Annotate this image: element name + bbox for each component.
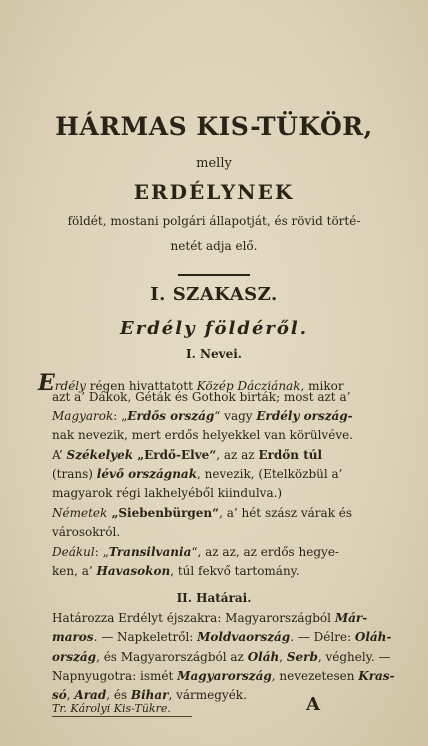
- text-run: Közép Dácziának: [196, 379, 301, 393]
- subtitle-line-2: netét adja elő.: [170, 239, 258, 253]
- text-run: Székelyek: [66, 448, 134, 462]
- text-run: Oláh: [247, 650, 280, 664]
- text-run: “ vagy: [214, 409, 257, 423]
- text-run: Erdőn túl: [258, 448, 323, 462]
- text-run: , nevezik, (Etelközbül a’: [197, 467, 343, 481]
- text-run: , és Magyarországból az: [96, 650, 248, 664]
- text-run: Moldvaország: [197, 630, 291, 644]
- text-run: ken, a’: [52, 564, 97, 578]
- body-line: [52, 630, 391, 644]
- text-run: régen hivattatott: [85, 379, 197, 393]
- book-title: HÁRMAS KIS-TÜKÖR,: [55, 112, 373, 141]
- part-heading-borders: II. Határai.: [176, 591, 252, 605]
- text-run: Arad: [74, 688, 107, 702]
- subtitle-line-1: földét, mostani polgári állapotját, és rövid törté-: [67, 214, 361, 228]
- text-run: azt a’ Dákok, Géták és Gothok birták; most azt a’: [52, 390, 351, 404]
- text-run: , túl fekvő tartomány.: [170, 564, 300, 578]
- text-run: Kras-: [358, 669, 395, 683]
- text-run: nak nevezik, mert erdős helyekkel van körülvéve.: [52, 428, 354, 442]
- text-run: rdély: [54, 379, 86, 393]
- text-run: Erdély ország-: [256, 409, 353, 423]
- body-line: [52, 409, 353, 423]
- body-line: [52, 611, 367, 625]
- text-run: “, az az, az erdős hegye-: [191, 545, 339, 559]
- body-line: [52, 448, 322, 462]
- part-heading-names: I. Nevei.: [186, 347, 242, 361]
- text-run: , az az: [216, 448, 259, 462]
- section-subheading: Erdély földéről.: [119, 318, 309, 339]
- text-run: Havasokon: [96, 564, 171, 578]
- text-run: ,: [66, 688, 75, 702]
- body-line: [52, 545, 339, 559]
- body-line: [52, 688, 247, 702]
- text-run: : „: [94, 545, 109, 559]
- text-run: városokról.: [52, 525, 121, 539]
- text-run: , vármegyék.: [168, 688, 247, 702]
- text-run: Serb: [286, 650, 318, 664]
- text-run: só: [52, 688, 67, 702]
- text-run: Németek: [52, 506, 108, 520]
- body-line: [52, 506, 352, 520]
- body-line: [52, 390, 350, 404]
- text-run: Erdős ország: [127, 409, 215, 423]
- text-run: Már-: [334, 611, 368, 625]
- text-run: (trans): [52, 467, 97, 481]
- text-run: Magyarország: [177, 669, 272, 683]
- text-run: A’: [52, 448, 67, 462]
- text-run: Magyarok: [52, 409, 114, 423]
- text-run: : „: [113, 409, 128, 423]
- footer-signature: Tr. Károlyi Kis-Tükre.: [52, 702, 171, 715]
- body-line: [52, 428, 353, 442]
- text-run: „Siebenbürgen“: [107, 506, 220, 520]
- text-run: ország: [52, 650, 97, 664]
- text-run: magyarok régi lakhelyéből kiindulva.): [52, 486, 283, 500]
- text-run: lévő országnak: [96, 467, 198, 481]
- text-run: maros: [52, 630, 94, 644]
- text-run: Deákul: [52, 545, 95, 559]
- body-line: [52, 564, 300, 578]
- text-run: , és: [106, 688, 131, 702]
- signature-mark: A: [306, 694, 320, 715]
- text-run: , mikor: [300, 379, 344, 393]
- text-run: . — Délre:: [290, 630, 355, 644]
- text-run: Határozza Erdélyt éjszakra: Magyarországból: [52, 611, 335, 625]
- text-run: . — Napkeletről:: [93, 630, 198, 644]
- text-run: , nevezetesen: [271, 669, 359, 683]
- text-run: Oláh-: [354, 630, 392, 644]
- title-connector: melly: [196, 156, 232, 171]
- title-erdelynek: ERDÉLYNEK: [133, 180, 295, 204]
- text-run: ,: [279, 650, 287, 664]
- text-run: „Erdő-Elve“: [133, 448, 217, 462]
- body-line: [52, 467, 342, 481]
- body-line: [52, 669, 395, 683]
- body-line: [52, 650, 391, 664]
- body-line: [52, 525, 120, 539]
- text-run: Bihar: [130, 688, 169, 702]
- text-run: Napnyugotra: ismét: [52, 669, 178, 683]
- title-divider: [178, 274, 250, 276]
- text-run: , véghely. —: [317, 650, 391, 664]
- text-run: , a’ hét szász várak és: [219, 506, 353, 520]
- text-run: Transilvania: [108, 545, 192, 559]
- section-heading: I. SZAKASZ.: [150, 284, 278, 305]
- text-run: E: [38, 370, 55, 396]
- footer-rule: [52, 716, 192, 717]
- body-line: [52, 486, 282, 500]
